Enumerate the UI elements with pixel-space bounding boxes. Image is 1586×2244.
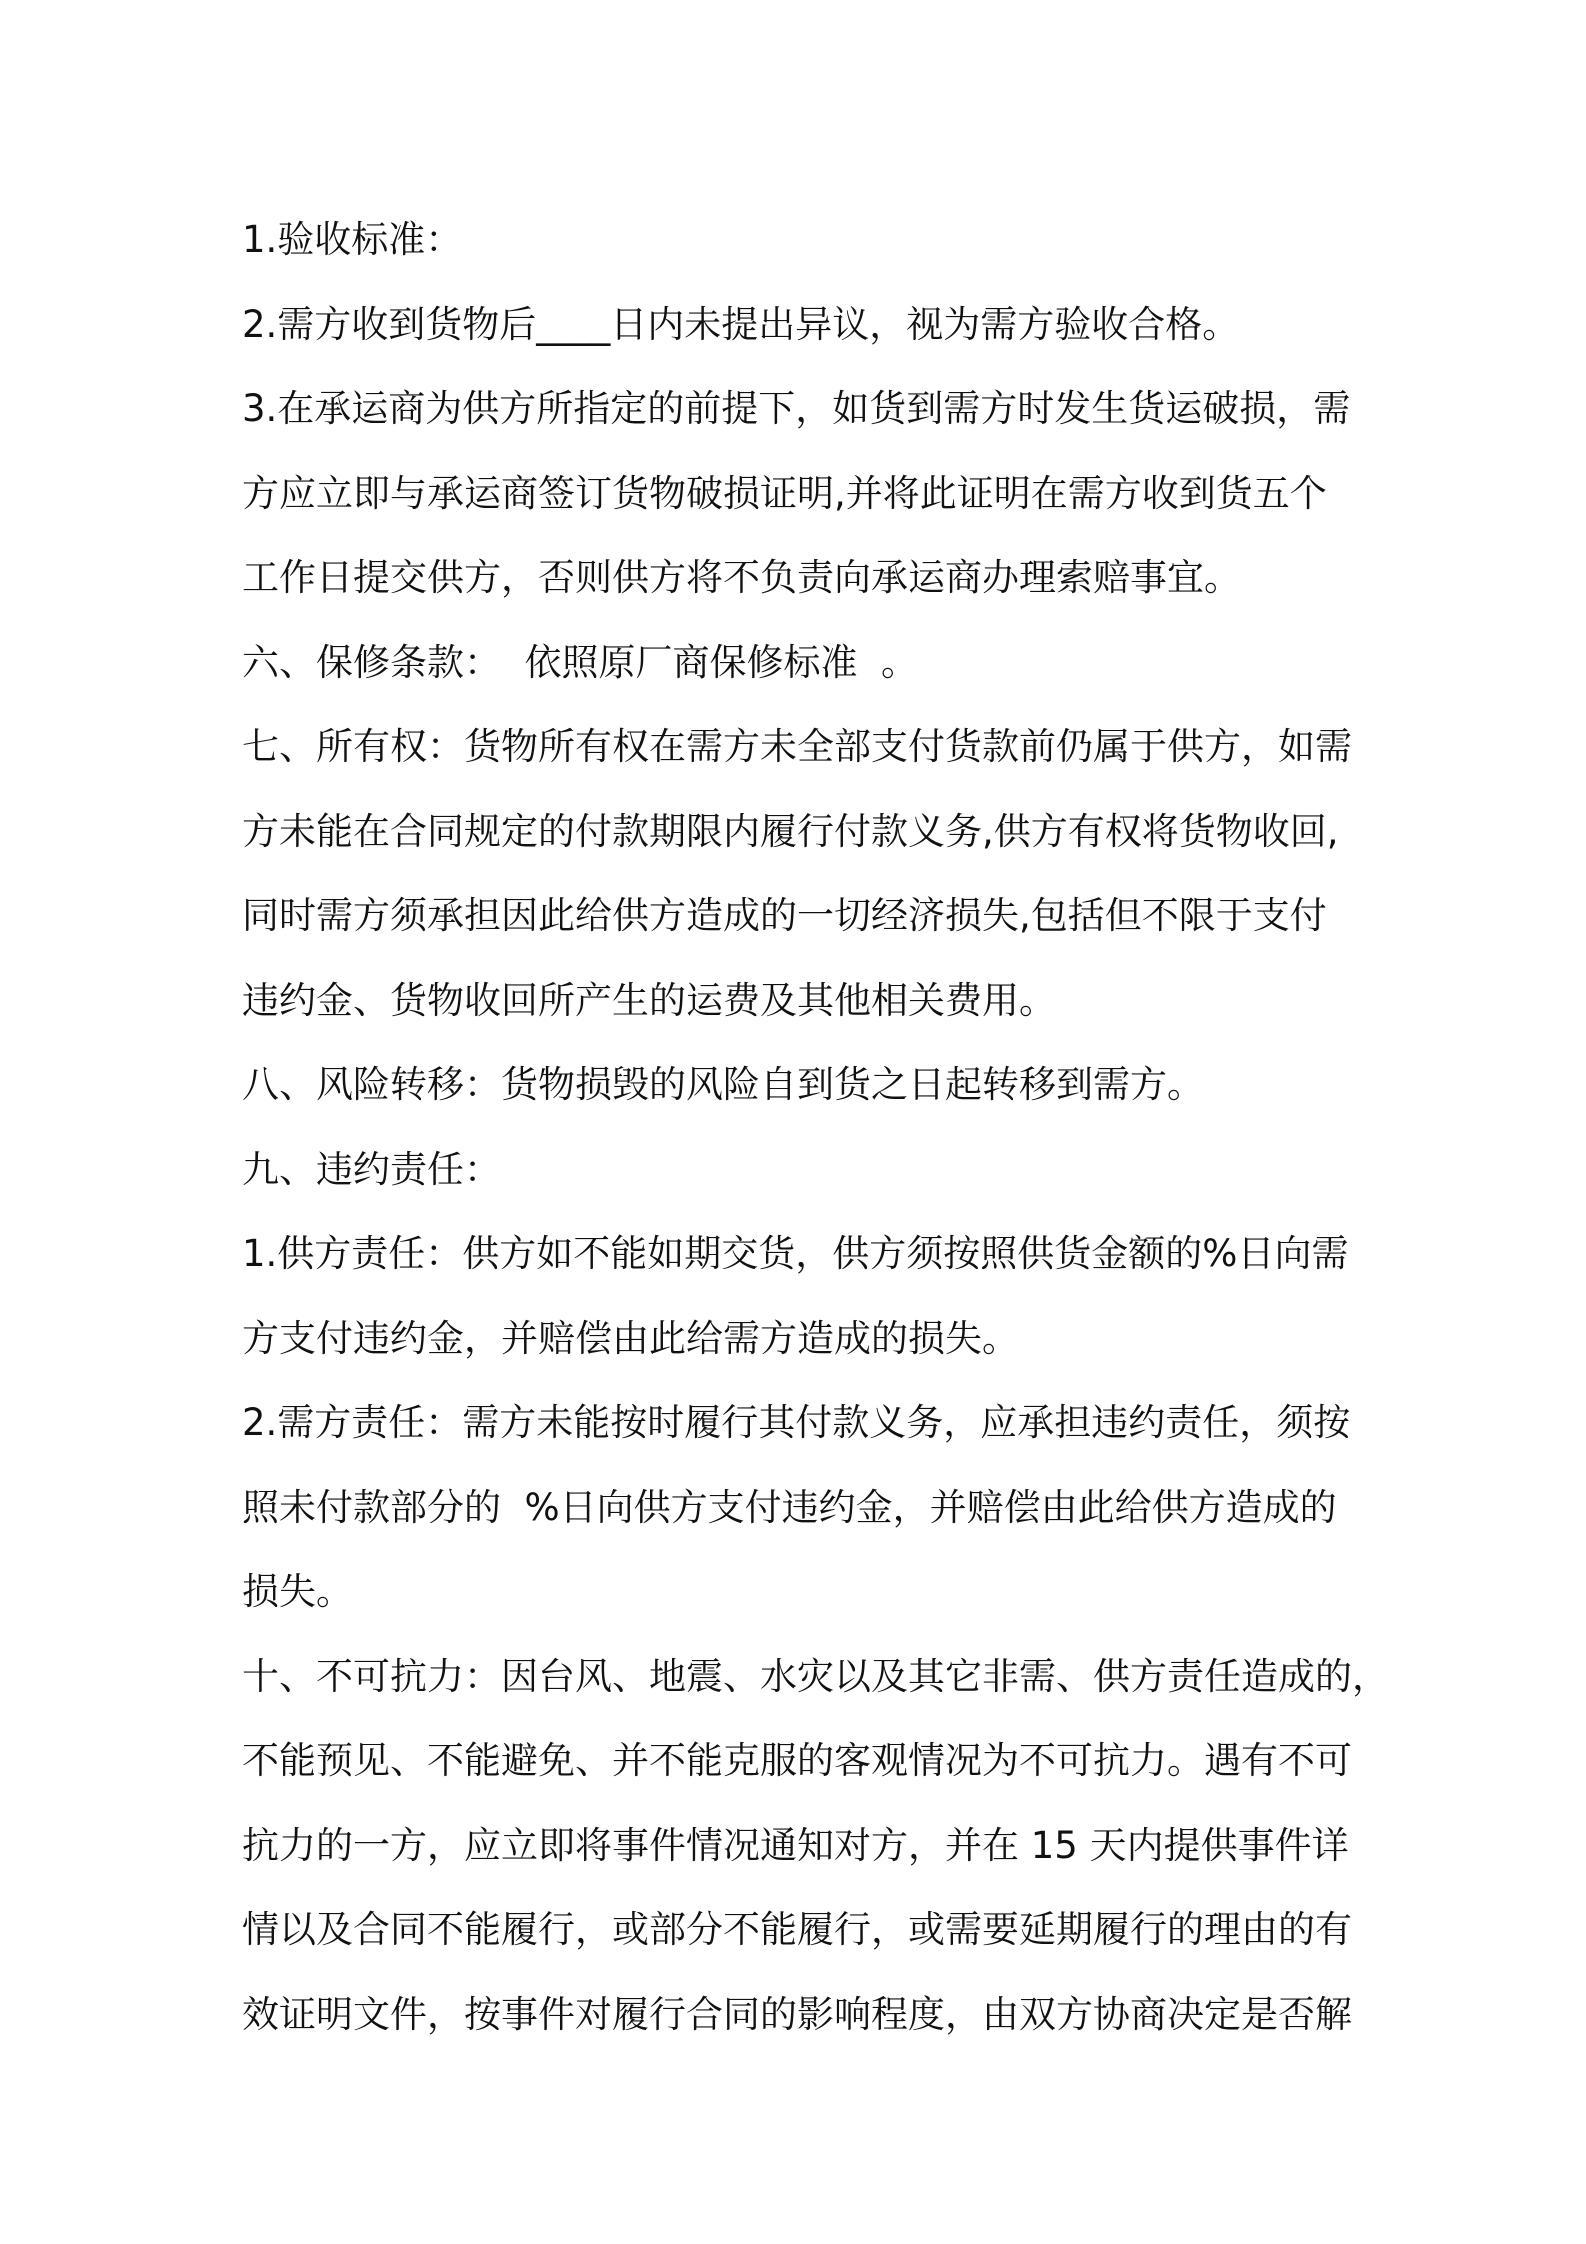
text-line: 七、所有权：货物所有权在需方未全部支付货款前仍属于供方，如需 (242, 725, 1352, 768)
text-line: 六、保修条款： 依照原厂商保修标准 。 (242, 640, 919, 684)
text-line: 效证明文件，按事件对履行合同的影响程度，由双方协商决定是否解 (242, 1992, 1352, 2036)
text-line: 九、违约责任： (242, 1147, 501, 1191)
text-line: 工作日提交供方，否则供方将不负责向承运商办理索赔事宜。 (242, 556, 1241, 599)
text-line: 3.在承运商为供方所指定的前提下，如货到需方时发生货运破损，需 (242, 387, 1351, 430)
text-line: 方支付违约金，并赔偿由此给需方造成的损失。 (242, 1316, 1019, 1360)
text-line: 抗力的一方，应立即将事件情况通知对方，并在 15 天内提供事件详 (242, 1823, 1349, 1867)
text-line: 1.供方责任：供方如不能如期交货，供方须按照供货金额的%日向需 (242, 1232, 1349, 1275)
text-line: 八、风险转移：货物损毁的风险自到货之日起转移到需方。 (242, 1063, 1204, 1106)
text-line: 十、不可抗力：因台风、地震、水灾以及其它非需、供方责任造成的， (242, 1654, 1389, 1698)
text-line: 2.需方责任：需方未能按时履行其付款义务，应承担违约责任，须按 (242, 1401, 1351, 1444)
text-line: 违约金、货物收回所产生的运费及其他相关费用。 (242, 978, 1056, 1022)
text-line: 2.需方收到货物后____日内未提出异议，视为需方验收合格。 (242, 302, 1240, 346)
text-line: 不能预见、不能避免、并不能克服的客观情况为不可抗力。遇有不可 (242, 1739, 1352, 1782)
text-line: 方未能在合同规定的付款期限内履行付款义务,供方有权将货物收回, (242, 809, 1339, 853)
contract-text (242, 198, 1389, 2057)
text-line: 照未付款部分的 %日向供方支付违约金，并赔偿由此给供方造成的 (242, 1485, 1337, 1529)
text-line: 情以及合同不能履行，或部分不能履行，或需要延期履行的理由的有 (242, 1908, 1352, 1951)
text-line: 方应立即与承运商签订货物破损证明,并将此证明在需方收到货五个 (242, 471, 1327, 515)
text-line: 1.验收标准： (242, 218, 463, 261)
text-line: 损失。 (242, 1570, 353, 1613)
text-line: 同时需方须承担因此给供方造成的一切经济损失,包括但不限于支付 (242, 894, 1327, 937)
